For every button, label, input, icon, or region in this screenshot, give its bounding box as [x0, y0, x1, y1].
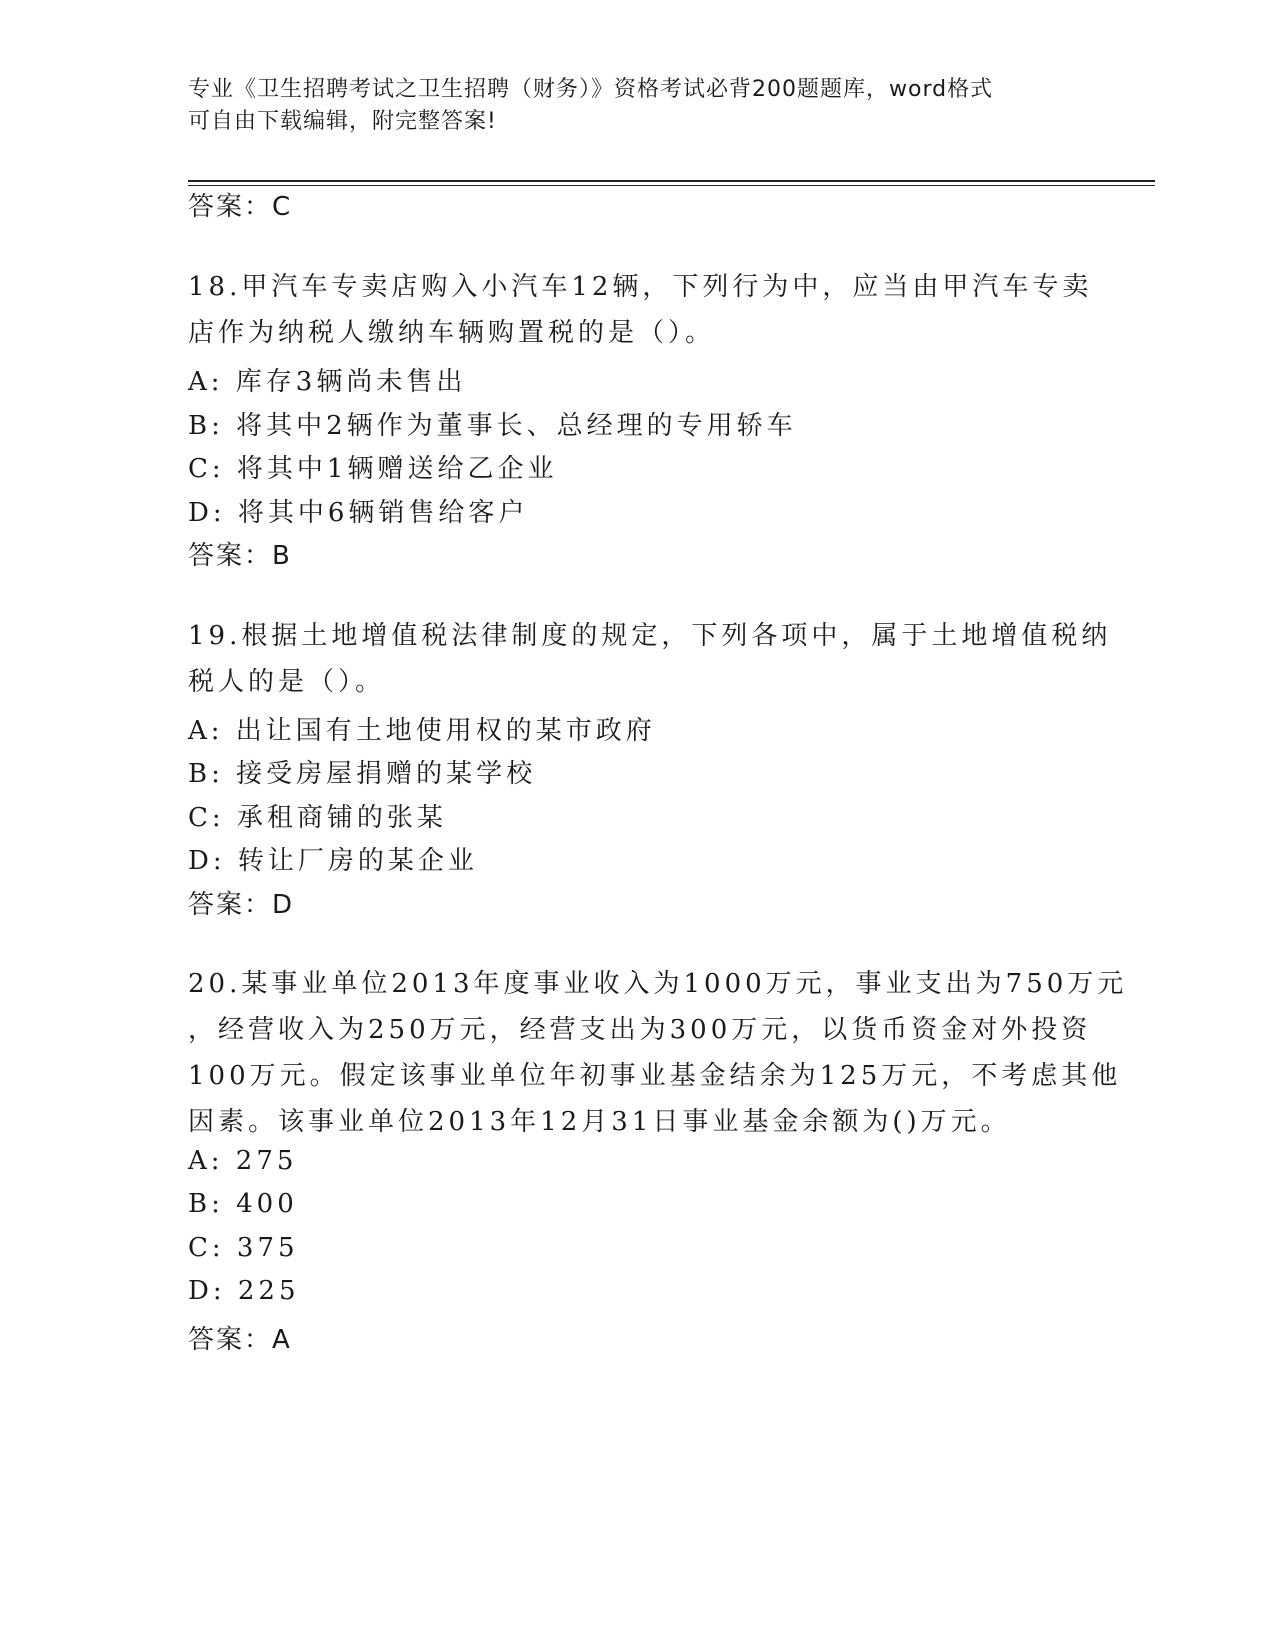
question-19-stem: [188, 613, 1112, 705]
prev-answer: 答案：C: [188, 192, 293, 222]
question-20-option-c: C: 375: [188, 1233, 299, 1263]
question-20-option-a: A: 275: [188, 1146, 298, 1176]
question-19-option-c: C: 承租商铺的张某: [188, 803, 447, 833]
question-18-answer: 答案：B: [188, 541, 292, 571]
question-20-option-d: D: 225: [188, 1276, 300, 1306]
question-20-stem-line-3: 100万元。假定该事业单位年初事业基金结余为125万元，不考虑其他: [188, 1061, 1122, 1091]
question-18-stem: [188, 264, 1093, 356]
question-20-stem: [188, 961, 1128, 1145]
question-18-stem-line-2: 店作为纳税人缴纳车辆购置税的是（）。: [188, 318, 716, 348]
question-19-answer: 答案：D: [188, 890, 295, 920]
question-20-answer: 答案：A: [188, 1325, 292, 1355]
question-20-stem-line-1: 20.某事业单位2013年度事业收入为1000万元，事业支出为750万元: [188, 969, 1128, 999]
question-19-option-d: D: 转让厂房的某企业: [188, 846, 478, 876]
question-19-option-b: B: 接受房屋捐赠的某学校: [188, 759, 537, 789]
question-18-option-c: C: 将其中1辆赠送给乙企业: [188, 454, 558, 484]
header-line-2: 可自由下载编辑，附完整答案!: [188, 109, 497, 134]
question-19-option-a: A: 出让国有土地使用权的某市政府: [188, 716, 656, 746]
header-divider-thin: [188, 185, 1155, 186]
question-20-stem-line-4: 因素。该事业单位2013年12月31日事业基金余额为()万元。: [188, 1107, 1011, 1137]
header-divider-thick: [188, 180, 1155, 182]
question-20-option-b: B: 400: [188, 1189, 298, 1219]
question-18-option-b: B: 将其中2辆作为董事长、总经理的专用轿车: [188, 411, 797, 441]
question-20-stem-line-2: ，经营收入为250万元，经营支出为300万元，以货币资金对外投资: [188, 1015, 1092, 1045]
question-19-stem-line-1: 19.根据土地增值税法律制度的规定，下列各项中，属于土地增值税纳: [188, 621, 1112, 651]
question-18-option-a: A: 库存3辆尚未售出: [188, 367, 467, 397]
question-18-stem-line-1: 18.甲汽车专卖店购入小汽车12辆，下列行为中，应当由甲汽车专卖: [188, 272, 1093, 302]
question-19-stem-line-2: 税人的是（）。: [188, 667, 386, 697]
document-header: [188, 74, 1068, 138]
header-line-1: 专业《卫生招聘考试之卫生招聘（财务）》资格考试必背200题题库，word格式: [188, 77, 994, 102]
question-18-option-d: D: 将其中6辆销售给客户: [188, 498, 529, 528]
